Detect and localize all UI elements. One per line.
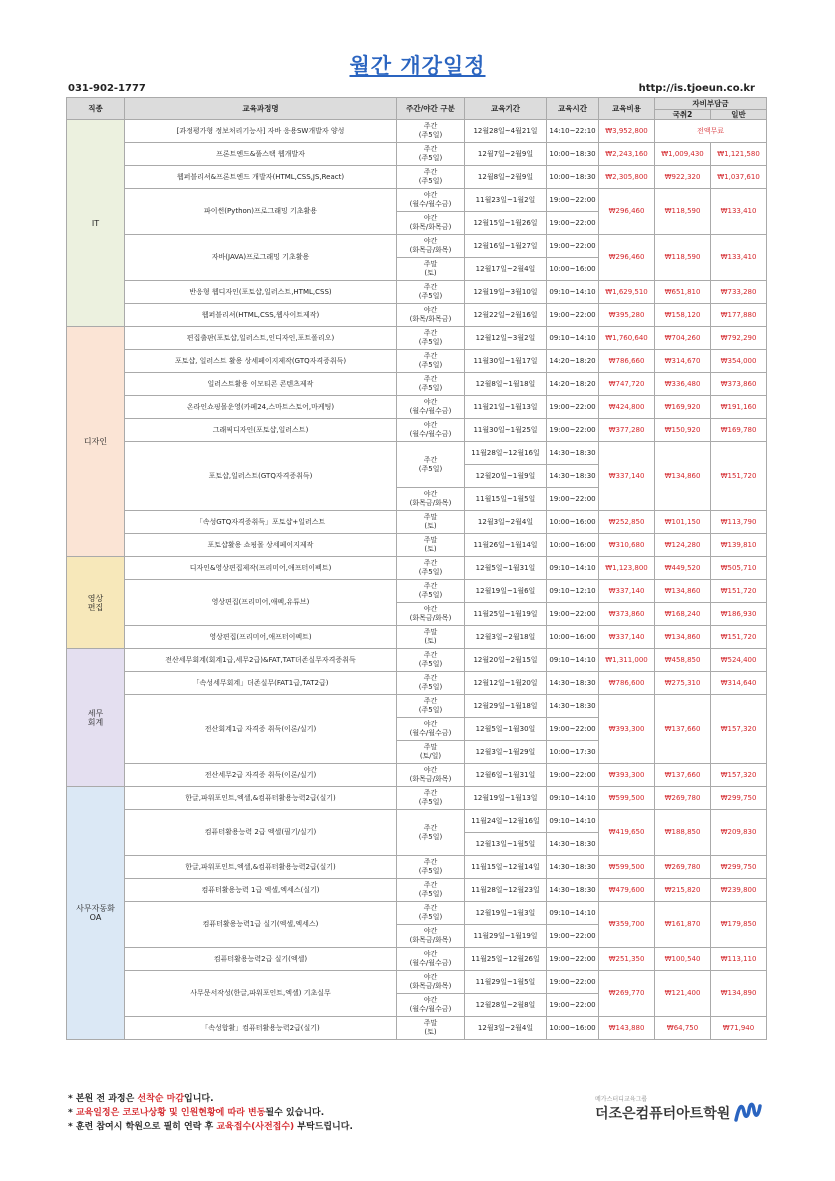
day-type: 야간 (월수/월수금) [397,948,465,971]
period: 12월5일~1월31일 [465,557,547,580]
class-time: 19:00~22:00 [547,764,599,787]
category-cell: 사무자동화 OA [67,787,125,1040]
day-type: 주간 (주5일) [397,557,465,580]
selfpay-general: ₩71,940 [711,1017,767,1040]
selfpay-natl2: ₩161,870 [655,902,711,948]
table-row [67,304,767,327]
period: 12월22일~2월16일 [465,304,547,327]
course-name: 컴퓨터활용능력1급 실기(엑셀,엑세스) [125,902,397,948]
table-row [67,120,767,143]
fee: ₩296,460 [599,235,655,281]
period: 11월23일~1월2일 [465,189,547,212]
selfpay-general: ₩299,750 [711,787,767,810]
day-type: 야간 (월수/월수금) [397,419,465,442]
fee: ₩2,243,160 [599,143,655,166]
table-row [67,373,767,396]
category-cell: 디자인 [67,327,125,557]
day-type: 주간 (주5일) [397,879,465,902]
selfpay-general: ₩354,000 [711,350,767,373]
fee: ₩269,770 [599,971,655,1017]
selfpay-general: ₩169,780 [711,419,767,442]
class-time: 19:00~22:00 [547,396,599,419]
page-title: 월간 개강일정 [349,54,486,78]
day-type: 야간 (화목금/화목) [397,603,465,626]
course-name: 웹퍼블리셔&프론트엔드 개발자(HTML,CSS,JS,React) [125,166,397,189]
course-name: 포토샵,일러스트(GTQ자격증취득) [125,442,397,511]
class-time: 19:00~22:00 [547,971,599,994]
selfpay-general: ₩179,850 [711,902,767,948]
course-name: 영상편집(프리미어,애펙,유튜브) [125,580,397,626]
table-row [67,189,767,212]
table-row [67,557,767,580]
table-row [67,672,767,695]
course-name: 컴퓨터활용능력 2급 엑셀(필기/실기) [125,810,397,856]
period: 12월7일~2월9일 [465,143,547,166]
selfpay-natl2: ₩134,860 [655,580,711,603]
selfpay-natl2: ₩137,660 [655,695,711,764]
class-time: 10:00~16:00 [547,511,599,534]
header-category: 직종 [67,98,125,120]
period: 12월3일~2월4일 [465,1017,547,1040]
fee: ₩1,629,510 [599,281,655,304]
selfpay-general: ₩373,860 [711,373,767,396]
course-name: 그래픽디자인(포토샵,일러스트) [125,419,397,442]
header-general: 일반 [711,110,767,120]
fee: ₩143,880 [599,1017,655,1040]
class-time: 10:00~16:00 [547,258,599,281]
class-time: 14:10~22:10 [547,120,599,143]
period: 12월6일~1월31일 [465,764,547,787]
selfpay-general: ₩505,710 [711,557,767,580]
day-type: 주간 (주5일) [397,649,465,672]
course-name: 프론트엔드&풀스택 웹개발자 [125,143,397,166]
table-row [67,1017,767,1040]
period: 12월17일~2월4일 [465,258,547,281]
class-time: 19:00~22:00 [547,718,599,741]
day-type: 주간 (주5일) [397,672,465,695]
course-name: 컴퓨터활용능력 1급 엑셀,엑세스(실기) [125,879,397,902]
course-name: 반응형 웹디자인(포토샵,일러스트,HTML,CSS) [125,281,397,304]
selfpay-general: ₩139,810 [711,534,767,557]
schedule-body [67,120,767,1040]
selfpay-general: ₩191,160 [711,396,767,419]
selfpay-natl2: ₩651,810 [655,281,711,304]
category-cell: IT [67,120,125,327]
course-name: 「속성합활」컴퓨터활용능력2급(실기) [125,1017,397,1040]
class-time: 14:30~18:30 [547,672,599,695]
selfpay-general: ₩792,290 [711,327,767,350]
course-name: 전산세무2급 자격증 취득(이론/실기) [125,764,397,787]
selfpay-general: ₩134,890 [711,971,767,1017]
selfpay-natl2: ₩118,590 [655,189,711,235]
fee: ₩747,720 [599,373,655,396]
day-type: 주말 (토/일) [397,741,465,764]
table-row [67,511,767,534]
day-type: 주말 (토) [397,534,465,557]
selfpay-natl2: ₩188,850 [655,810,711,856]
course-name: 전산회계1급 자격증 취득(이론/실기) [125,695,397,764]
day-type: 야간 (월수/월수금) [397,189,465,212]
fee: ₩786,600 [599,672,655,695]
free-label: 전액무료 [655,120,767,143]
category-cell: 영상 편집 [67,557,125,649]
class-time: 19:00~22:00 [547,925,599,948]
class-time: 10:00~17:30 [547,741,599,764]
academy-logo-icon [733,1098,763,1124]
period: 11월30일~1월25일 [465,419,547,442]
day-type: 주간 (주5일) [397,373,465,396]
fee: ₩337,140 [599,580,655,603]
period: 11월25일~1월19일 [465,603,547,626]
day-type: 주말 (토) [397,258,465,281]
header-selfpay: 자비부담금 [655,98,767,110]
selfpay-general: ₩113,790 [711,511,767,534]
selfpay-natl2: ₩101,150 [655,511,711,534]
day-type: 주간 (주5일) [397,120,465,143]
class-time: 09:10~14:10 [547,327,599,350]
selfpay-general: ₩157,320 [711,695,767,764]
selfpay-natl2: ₩704,260 [655,327,711,350]
selfpay-natl2: ₩269,780 [655,856,711,879]
fee: ₩2,305,800 [599,166,655,189]
course-name: 파이썬(Python)프로그래밍 기초활용 [125,189,397,235]
period: 12월28일~4월21일 [465,120,547,143]
class-time: 19:00~22:00 [547,235,599,258]
fee: ₩1,311,000 [599,649,655,672]
fee: ₩251,350 [599,948,655,971]
table-row [67,143,767,166]
selfpay-general: ₩133,410 [711,189,767,235]
fee: ₩1,760,640 [599,327,655,350]
table-row [67,419,767,442]
table-row [67,810,767,833]
class-time: 09:10~14:10 [547,557,599,580]
category-cell: 세무 회계 [67,649,125,787]
header-period: 교육기간 [465,98,547,120]
fee: ₩599,500 [599,856,655,879]
header-course: 교육과정명 [125,98,397,120]
fee: ₩393,300 [599,764,655,787]
selfpay-general: ₩177,880 [711,304,767,327]
period: 12월19일~1월3일 [465,902,547,925]
period: 11월15일~1월5일 [465,488,547,511]
selfpay-general: ₩151,720 [711,626,767,649]
class-time: 10:00~16:00 [547,1017,599,1040]
period: 12월8일~1월18일 [465,373,547,396]
fee: ₩786,660 [599,350,655,373]
header-fee: 교육비용 [599,98,655,120]
period: 12월5일~1월30일 [465,718,547,741]
header-daytype: 주간/야간 구분 [397,98,465,120]
class-time: 09:10~14:10 [547,902,599,925]
class-time: 09:10~14:10 [547,810,599,833]
day-type: 야간 (화목금/화목) [397,971,465,994]
selfpay-natl2: ₩137,660 [655,764,711,787]
selfpay-natl2: ₩275,310 [655,672,711,695]
course-name: 웹퍼블리셔(HTML,CSS,웹사이트제작) [125,304,397,327]
class-time: 14:30~18:30 [547,442,599,465]
course-name: 한글,파워포인트,엑셀,&컴퓨터활용능력2급(실기) [125,787,397,810]
period: 11월30일~1월17일 [465,350,547,373]
table-row [67,235,767,258]
class-time: 14:30~18:30 [547,856,599,879]
selfpay-general: ₩151,720 [711,442,767,511]
class-time: 10:00~18:30 [547,143,599,166]
selfpay-general: ₩186,930 [711,603,767,626]
class-time: 19:00~22:00 [547,488,599,511]
schedule-table [66,97,767,1040]
selfpay-general: ₩1,037,610 [711,166,767,189]
fee: ₩373,860 [599,603,655,626]
header-natl2: 국취2 [655,110,711,120]
period: 12월19일~1월13일 [465,787,547,810]
fee: ₩1,123,800 [599,557,655,580]
table-row [67,534,767,557]
class-time: 10:00~16:00 [547,534,599,557]
website-url: http://is.tjoeun.co.kr [638,83,755,94]
day-type: 주간 (주5일) [397,350,465,373]
period: 12월28일~2월8일 [465,994,547,1017]
day-type: 주간 (주5일) [397,580,465,603]
period: 11월28일~12월23일 [465,879,547,902]
day-type: 주간 (주5일) [397,902,465,925]
period: 11월29일~1월5일 [465,971,547,994]
period: 12월16일~1월27일 [465,235,547,258]
class-time: 19:00~22:00 [547,189,599,212]
period: 12월15일~1월26일 [465,212,547,235]
table-row [67,626,767,649]
class-time: 10:00~16:00 [547,626,599,649]
selfpay-general: ₩1,121,580 [711,143,767,166]
day-type: 야간 (화목금/화목) [397,764,465,787]
class-time: 19:00~22:00 [547,212,599,235]
day-type: 주말 (토) [397,1017,465,1040]
course-name: 전산세무회계(회계1급,세무2급)&FAT,TAT더존실무자격증취득 [125,649,397,672]
course-name: [과정평가형 정보처리기능사] 자바 응용SW개발자 양성 [125,120,397,143]
selfpay-natl2: ₩150,920 [655,419,711,442]
selfpay-general: ₩157,320 [711,764,767,787]
class-time: 14:30~18:30 [547,833,599,856]
period: 11월25일~12월26일 [465,948,547,971]
course-name: 포토샵활용 쇼핑몰 상세페이지제작 [125,534,397,557]
day-type: 야간 (화목/화목금) [397,304,465,327]
class-time: 14:30~18:30 [547,879,599,902]
selfpay-natl2: ₩458,850 [655,649,711,672]
class-time: 19:00~22:00 [547,419,599,442]
fee: ₩337,140 [599,442,655,511]
table-row [67,396,767,419]
table-row [67,856,767,879]
period: 12월8일~2월9일 [465,166,547,189]
fee: ₩393,300 [599,695,655,764]
course-name: 포토샵, 일러스트 활용 상세페이지제작(GTQ자격증취득) [125,350,397,373]
note-1: * 본원 전 과정은 선착순 마감입니다. [68,1094,214,1104]
selfpay-natl2: ₩1,009,430 [655,143,711,166]
selfpay-natl2: ₩100,540 [655,948,711,971]
day-type: 주간 (주5일) [397,327,465,350]
class-time: 09:10~14:10 [547,649,599,672]
day-type: 주간 (주5일) [397,166,465,189]
day-type: 야간 (월수/월수금) [397,718,465,741]
selfpay-natl2: ₩134,860 [655,626,711,649]
table-row [67,442,767,465]
period: 12월3일~1월29일 [465,741,547,764]
day-type: 야간 (월수/월수금) [397,994,465,1017]
class-time: 14:20~18:20 [547,350,599,373]
logo-subtitle: 메가스터디교육그룹 [595,1096,648,1103]
selfpay-general: ₩299,750 [711,856,767,879]
selfpay-natl2: ₩269,780 [655,787,711,810]
period: 12월13일~1월5일 [465,833,547,856]
selfpay-general: ₩524,400 [711,649,767,672]
fee: ₩310,680 [599,534,655,557]
class-time: 19:00~22:00 [547,948,599,971]
fee: ₩337,140 [599,626,655,649]
table-row [67,350,767,373]
period: 12월29일~1월18일 [465,695,547,718]
selfpay-natl2: ₩124,280 [655,534,711,557]
selfpay-natl2: ₩922,320 [655,166,711,189]
day-type: 야간 (화목금/화목) [397,235,465,258]
day-type: 야간 (월수/월수금) [397,396,465,419]
course-name: 「속성GTQ자격증취득」포토샵+일러스트 [125,511,397,534]
selfpay-natl2: ₩64,750 [655,1017,711,1040]
class-time: 19:00~22:00 [547,603,599,626]
course-name: 편집출판(포토샵,일러스트,인디자인,포트폴리오) [125,327,397,350]
course-name: 자바(JAVA)프로그래밍 기초활용 [125,235,397,281]
logo-name: 더조은컴퓨터아트학원 [595,1106,731,1122]
period: 12월20일~2월15일 [465,649,547,672]
selfpay-natl2: ₩336,480 [655,373,711,396]
fee: ₩377,280 [599,419,655,442]
period: 11월29일~1월19일 [465,925,547,948]
selfpay-general: ₩209,830 [711,810,767,856]
table-row [67,580,767,603]
day-type: 주간 (주5일) [397,281,465,304]
day-type: 야간 (화목금/화목) [397,925,465,948]
day-type: 주간 (주5일) [397,442,465,488]
fee: ₩599,500 [599,787,655,810]
table-row [67,902,767,925]
selfpay-natl2: ₩168,240 [655,603,711,626]
course-name: 사무문서작성(한글,파워포인트,엑셀) 기초실무 [125,971,397,1017]
selfpay-general: ₩314,640 [711,672,767,695]
class-time: 09:10~14:10 [547,281,599,304]
day-type: 주간 (주5일) [397,787,465,810]
period: 12월12일~3월2일 [465,327,547,350]
header-time: 교육시간 [547,98,599,120]
fee: ₩395,280 [599,304,655,327]
class-time: 09:10~12:10 [547,580,599,603]
course-name: 디자인&영상편집제작(프리미어,애프터이펙트) [125,557,397,580]
table-row [67,695,767,718]
fee: ₩424,800 [599,396,655,419]
selfpay-general: ₩133,410 [711,235,767,281]
day-type: 주간 (주5일) [397,856,465,879]
period: 11월24일~12월16일 [465,810,547,833]
selfpay-natl2: ₩118,590 [655,235,711,281]
selfpay-natl2: ₩215,820 [655,879,711,902]
selfpay-general: ₩113,110 [711,948,767,971]
class-time: 09:10~14:10 [547,787,599,810]
selfpay-natl2: ₩121,400 [655,971,711,1017]
period: 12월19일~3월10일 [465,281,547,304]
table-row [67,327,767,350]
selfpay-general: ₩239,800 [711,879,767,902]
period: 12월3일~2월4일 [465,511,547,534]
table-row [67,281,767,304]
period: 12월20일~1월9일 [465,465,547,488]
day-type: 주간 (주5일) [397,810,465,856]
period: 12월12일~1월20일 [465,672,547,695]
selfpay-natl2: ₩158,120 [655,304,711,327]
course-name: 「속성세무회계」더존실무(FAT1급,TAT2급) [125,672,397,695]
fee: ₩296,460 [599,189,655,235]
day-type: 주간 (주5일) [397,695,465,718]
fee: ₩252,850 [599,511,655,534]
fee: ₩479,600 [599,879,655,902]
phone-number: 031-902-1777 [68,83,146,94]
selfpay-natl2: ₩134,860 [655,442,711,511]
table-row [67,971,767,994]
class-time: 14:30~18:30 [547,695,599,718]
selfpay-natl2: ₩449,520 [655,557,711,580]
course-name: 온라인쇼핑몰운영(카페24,스마트스토어,마케팅) [125,396,397,419]
course-name: 컴퓨터활용능력2급 실기(엑셀) [125,948,397,971]
fee: ₩419,650 [599,810,655,856]
fee: ₩3,952,800 [599,120,655,143]
note-2: * 교육일정은 코로나상황 및 인원현황에 따라 변동될수 있습니다. [68,1108,325,1118]
course-name: 일러스트활용 이모티콘 콘텐츠제작 [125,373,397,396]
table-row [67,166,767,189]
selfpay-natl2: ₩169,920 [655,396,711,419]
day-type: 주간 (주5일) [397,143,465,166]
class-time: 19:00~22:00 [547,304,599,327]
class-time: 14:20~18:20 [547,373,599,396]
table-row [67,787,767,810]
table-row [67,948,767,971]
table-row [67,879,767,902]
period: 11월21일~1월13일 [465,396,547,419]
course-name: 영상편집(프리미어,애프터이펙트) [125,626,397,649]
class-time: 10:00~18:30 [547,166,599,189]
table-row [67,764,767,787]
period: 11월26일~1월14일 [465,534,547,557]
selfpay-general: ₩151,720 [711,580,767,603]
day-type: 주말 (토) [397,511,465,534]
selfpay-natl2: ₩314,670 [655,350,711,373]
period: 11월15일~12월14일 [465,856,547,879]
period: 12월19일~1월6일 [465,580,547,603]
fee: ₩359,700 [599,902,655,948]
class-time: 19:00~22:00 [547,994,599,1017]
course-name: 한글,파워포인트,엑셀,&컴퓨터활용능력2급(실기) [125,856,397,879]
period: 12월3일~2월18일 [465,626,547,649]
day-type: 주말 (토) [397,626,465,649]
selfpay-general: ₩733,280 [711,281,767,304]
period: 11월28일~12월16일 [465,442,547,465]
table-row [67,649,767,672]
day-type: 야간 (화목/화목금) [397,212,465,235]
note-3: * 훈련 참여시 학원으로 필히 연락 후 교육접수(사전접수) 부탁드립니다. [68,1122,353,1132]
day-type: 야간 (화목금/화목) [397,488,465,511]
class-time: 14:30~18:30 [547,465,599,488]
